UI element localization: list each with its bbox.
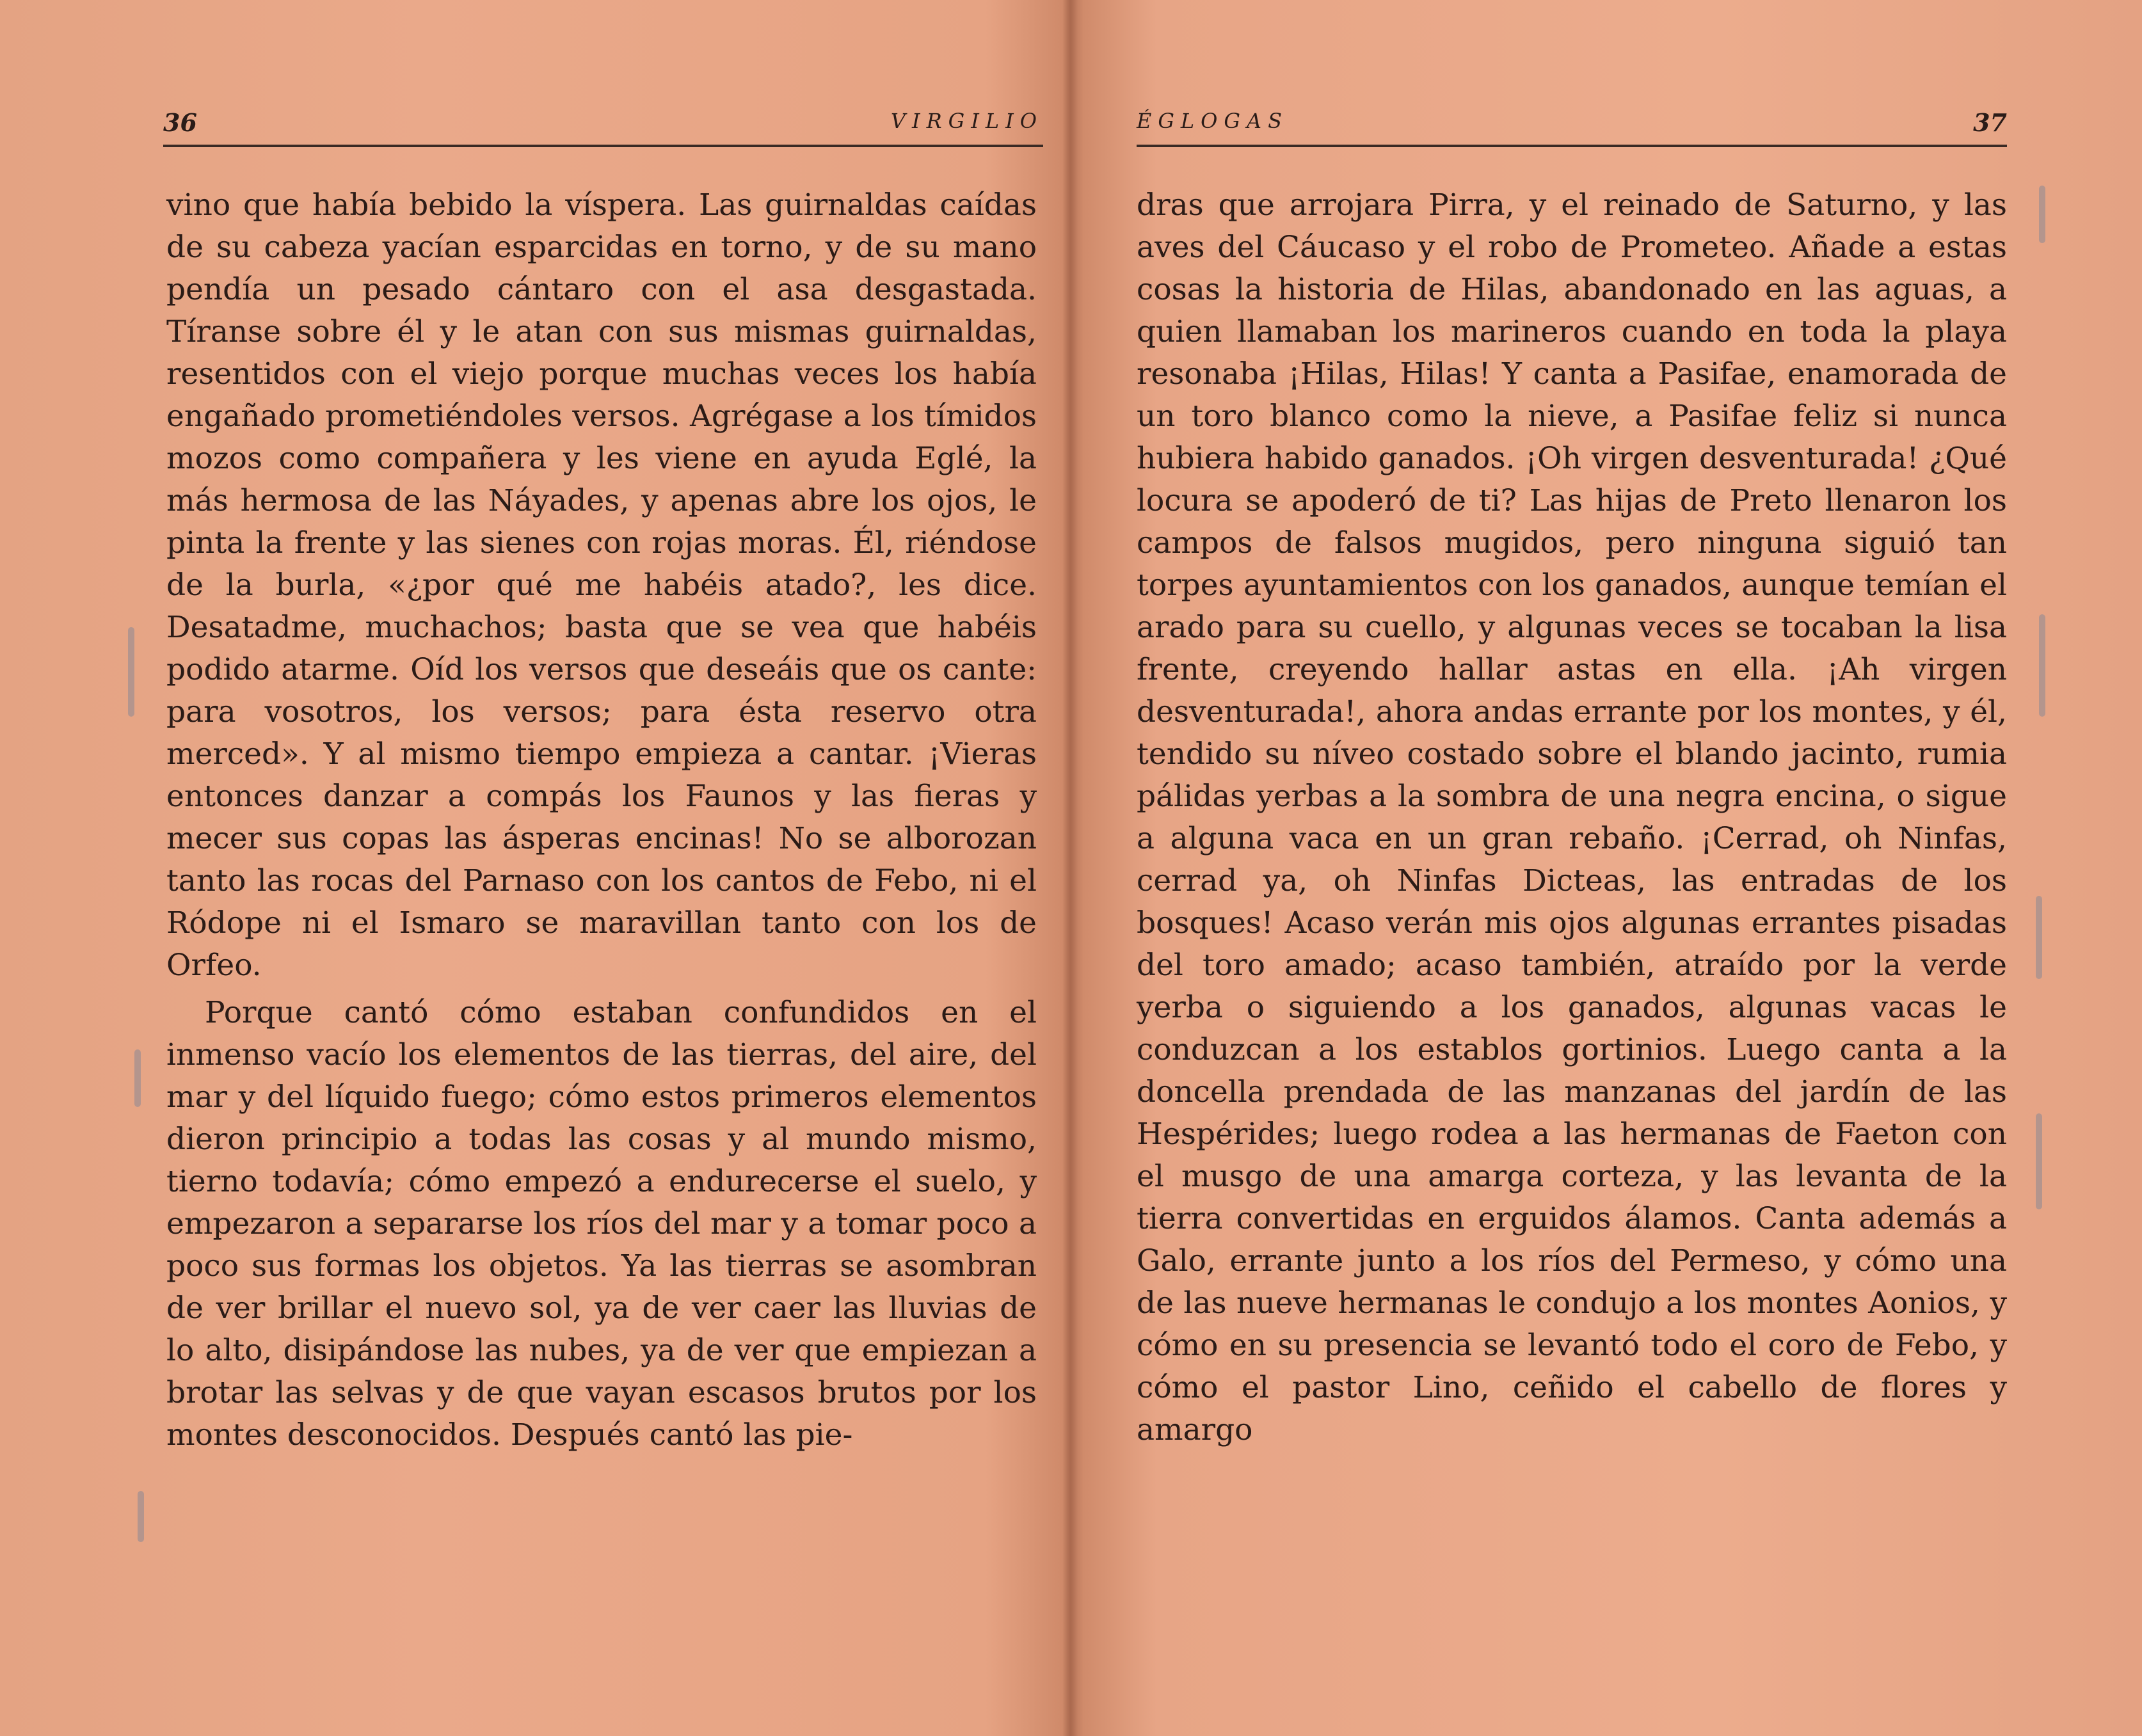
pencil-margin-mark: [2039, 186, 2045, 243]
right-page-text: [1137, 184, 2007, 1451]
right-page-header: [1137, 96, 2007, 147]
pencil-margin-mark: [2039, 614, 2045, 717]
left-page-header: [163, 96, 1043, 147]
pencil-margin-mark: [134, 1049, 141, 1107]
left-paragraph-1: vino que había bebido la víspera. Las guirnaldas caídas de su cabeza yacían esparcidas en torno, y de su mano pendía un pesado cántaro con el asa desgastada. Tíranse sobre él y le atan con sus mismas guirnaldas, resentidos con el viejo porque muchas veces los había engañado prometiéndoles versos. Agrégase a los tímidos mozos como compañera y les viene en ayuda Eglé, la más hermosa de las Náyades, y apenas abre los ojos, le pinta la frente y las sienes con rojas moras. Él, riéndose de la burla, «¿por qué me habéis atado?, les dice. Desatadme, muchachos; basta que se vea que habéis podido atarme. Oíd los versos que deseáis que os cante: para vosotros, los versos; para ésta reservo otra merced». Y al mismo tiempo empieza a cantar. ¡Vieras entonces danzar a compás los Faunos y las fieras y mecer sus copas las ásperas encinas! No se alborozan tanto las rocas del Parnaso con los cantos de Febo, ni el Ródope ni el Ismaro se maravillan tanto con los de Orfeo.: [166, 187, 1037, 983]
left-running-head: VIRGILIO: [890, 109, 1043, 133]
pencil-margin-mark: [128, 627, 134, 717]
right-page: [1073, 0, 2142, 1736]
right-running-head: ÉGLOGAS: [1137, 109, 1288, 133]
right-header-rule: [1137, 145, 2007, 147]
left-page: [0, 0, 1069, 1736]
pencil-margin-mark: [2036, 896, 2042, 979]
pencil-margin-mark: [2036, 1113, 2042, 1209]
left-paragraph-2: Porque cantó cómo estaban confundidos en el inmenso vacío los elementos de las tierras, del aire, del mar y del líquido fuego; cómo estos primeros elementos dieron principio a todas las cosas y al mundo mismo, tierno todavía; cómo empezó a endurecerse el suelo, y empezaron a separarse los ríos del mar y a tomar poco a poco sus formas los objetos. Ya las tierras se asombran de ver brillar el nuevo sol, ya de ver caer las lluvias de lo alto, disipándose las nubes, ya de ver que empiezan a brotar las selvas y de que vayan escasos brutos por los montes desconocidos. Después cantó las pie-: [166, 995, 1037, 1453]
left-page-number: 36: [163, 108, 197, 137]
left-header-rule: [163, 145, 1043, 147]
left-page-text: [166, 184, 1037, 1456]
right-paragraph-1: dras que arrojara Pirra, y el reinado de Saturno, y las aves del Cáucaso y el robo de Prometeo. Añade a estas cosas la historia de Hilas, abandonado en las aguas, a quien llamaban los marineros cuando en toda la playa resonaba ¡Hilas, Hilas! Y canta a Pasifae, enamorada de un toro blanco como la nieve, a Pasifae feliz si nunca hubiera habido ganados. ¡Oh virgen desventurada! ¿Qué locura se apoderó de ti? Las hijas de Preto llenaron los campos de falsos mugidos, pero ninguna siguió tan torpes ayuntamientos con los ganados, aunque temían el arado para su cuello, y algunas veces se tocaban la lisa frente, creyendo hallar astas en ella. ¡Ah virgen desventurada!, ahora andas errante por los montes, y él, tendido su níveo costado sobre el blando jacinto, rumia pálidas yerbas a la sombra de una negra encina, o sigue a alguna vaca en un gran rebaño. ¡Cerrad, oh Ninfas, cerrad ya, oh Ninfas Dicteas, las entradas de los bosques! Acaso verán mis ojos algunas errantes pisadas del toro amado; acaso también, atraído por la verde yerba o siguiendo a los ganados, algunas vacas le conduzcan a los establos gortinios. Luego canta a la doncella prendada de las manzanas del jardín de las Hespérides; luego rodea a las hermanas de Faeton con el musgo de una amarga corteza, y las levanta de la tierra convertidas en erguidos álamos. Canta además a Galo, errante junto a los ríos del Permeso, y cómo una de las nueve hermanas le condujo a los montes Aonios, y cómo en su presencia se levantó todo el coro de Febo, y cómo el pastor Lino, ceñido el cabello de flores y amargo: [1137, 187, 2007, 1447]
right-page-number: 37: [1973, 108, 2007, 137]
pencil-margin-mark: [138, 1491, 144, 1542]
